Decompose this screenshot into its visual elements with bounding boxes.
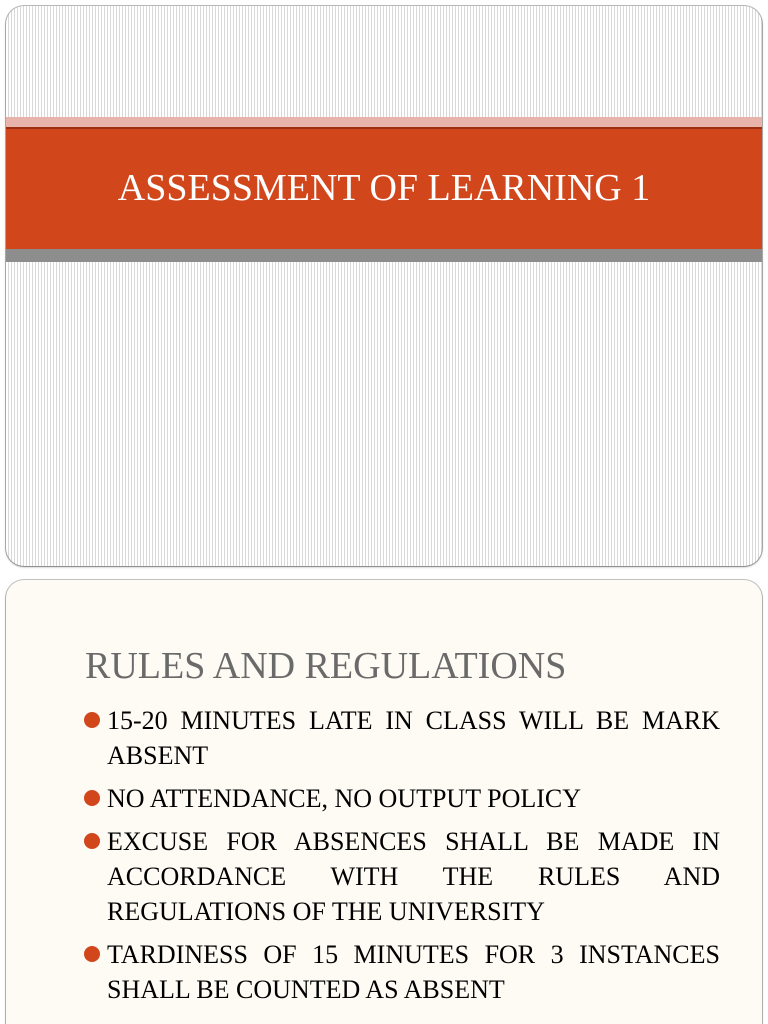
bullet-dot-icon: [84, 790, 100, 806]
title-band-top-stripe: [6, 117, 762, 127]
bullet-dot-icon: [84, 946, 100, 962]
bullet-item: [84, 824, 720, 929]
bullet-item: [84, 937, 720, 1007]
bullet-text: 15-20 MINUTES LATE IN CLASS WILL BE MARK ABSENT: [107, 706, 720, 770]
bullet-dot-icon: [84, 833, 100, 849]
bullet-item: [84, 781, 720, 816]
title-slide: [6, 6, 762, 566]
rules-slide: [6, 580, 762, 1024]
bullet-list: [84, 703, 720, 1015]
slide-title: ASSESSMENT OF LEARNING 1: [117, 167, 651, 209]
bullet-text: TARDINESS OF 15 MINUTES FOR 3 INSTANCES SHALL BE COUNTED AS ABSENT: [107, 940, 720, 1004]
bullet-text: NO ATTENDANCE, NO OUTPUT POLICY: [107, 784, 582, 813]
bullet-text: EXCUSE FOR ABSENCES SHALL BE MADE IN ACCORDANCE WITH THE RULES AND REGULATIONS OF THE UNIVERSITY: [107, 827, 720, 926]
slide-heading: RULES AND REGULATIONS: [85, 645, 567, 687]
bullet-dot-icon: [84, 712, 100, 728]
bullet-item: [84, 703, 720, 773]
title-band-bottom-stripe: [6, 249, 762, 262]
